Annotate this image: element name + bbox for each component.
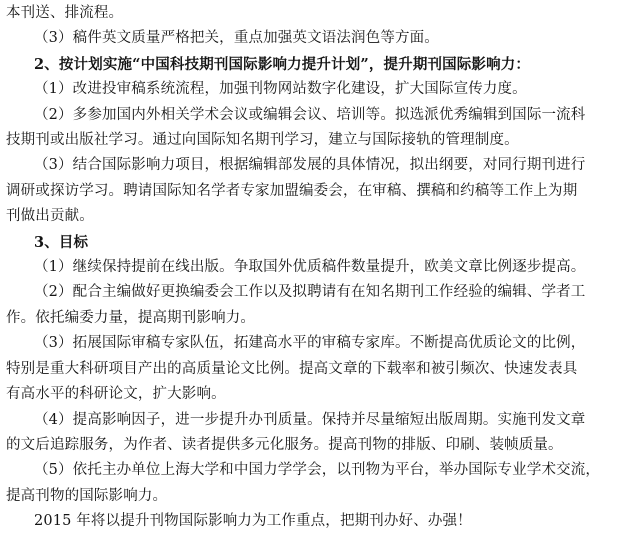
- paragraph-line: （2）多参加国内外相关学术会议或编辑会议、培训等。拟选派优秀编辑到国际一流科: [34, 106, 586, 123]
- section-heading: 3、目标: [34, 233, 89, 251]
- paragraph-line: （3）结合国际影响力项目，根据编辑部发展的具体情况，拟出纲要，对同行期刊进行: [34, 157, 586, 174]
- paragraph-line: （1）继续保持提前在线出版。争取国外优质稿件数量提升，欧美文章比例逐步提高。: [34, 259, 586, 276]
- paragraph-line: 调研或探访学习。聘请国际知名学者专家加盟编委会，在审稿、撰稿和约稿等工作上为期: [6, 182, 578, 199]
- paragraph-line: （1）改进投审稿系统流程，加强刊物网站数字化建设，扩大国际宣传力度。: [34, 81, 527, 98]
- paragraph-line: （4）提高影响因子，进一步提升办刊质量。保持并尽量缩短出版周期。实施刊发文章: [34, 411, 586, 428]
- paragraph-line: （2）配合主编做好更换编委会工作以及拟聘请有在知名期刊工作经验的编辑、学者工: [34, 284, 586, 301]
- paragraph-line: 提高刊物的国际影响力。: [6, 487, 168, 504]
- document-body: [6, 1, 635, 535]
- paragraph-line: 的文后追踪服务，为作者、读者提供多元化服务。提高刊物的排版、印刷、装帧质量。: [6, 436, 563, 453]
- paragraph-line: （5）依托主办单位上海大学和中国力学学会，以刊物为平台，举办国际专业学术交流，: [34, 462, 601, 479]
- section-heading: 2、按计划实施“中国科技期刊国际影响力提升计划”，提升期刊国际影响力：: [34, 55, 531, 73]
- paragraph-line: 2015 年将以提升刊物国际影响力为工作重点，把期刊办好、办强！: [34, 513, 472, 530]
- paragraph-line: 作。依托编委力量，提高期刊影响力。: [6, 309, 256, 326]
- paragraph-line: 本刊送、排流程。: [6, 5, 124, 21]
- paragraph-line: 特别是重大科研项目产出的高质量论文比例。提高文章的下载率和被引频次、快速发表具: [6, 360, 578, 377]
- paragraph-line: （3）拓展国际审稿专家队伍，拓建高水平的审稿专家库。不断提高优质论文的比例，: [34, 335, 586, 352]
- paragraph-line: 刊做出贡献。: [6, 208, 94, 225]
- paragraph-line: （3）稿件英文质量严格把关，重点加强英文语法润色等方面。: [34, 30, 439, 47]
- paragraph-line: 技期刊或出版社学习。通过向国际知名期刊学习，建立与国际接轨的管理制度。: [6, 132, 519, 149]
- paragraph-line: 有高水平的科研论文，扩大影响。: [6, 386, 226, 403]
